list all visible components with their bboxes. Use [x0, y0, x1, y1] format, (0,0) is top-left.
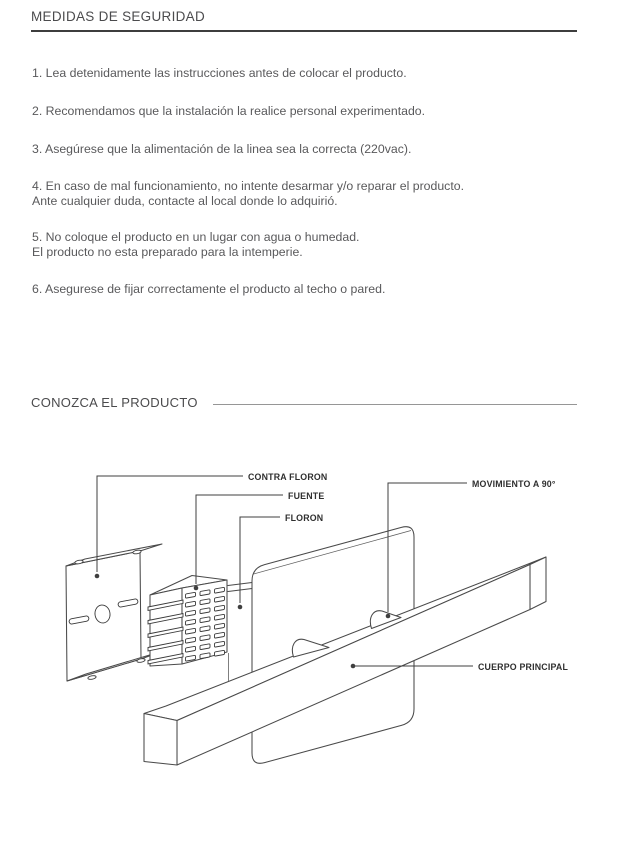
product-title-rule [213, 404, 577, 405]
safety-item-3 [32, 142, 577, 157]
safety-item-6-line-1: 6. Asegurese de fijar correctamente el producto al techo o pared. [32, 282, 386, 296]
safety-item-2 [32, 104, 577, 119]
label-cuerpo-principal: CUERPO PRINCIPAL [478, 662, 569, 672]
safety-item-2-line-1: 2. Recomendamos que la instalación la realice personal experimentado. [32, 104, 426, 118]
safety-item-6 [32, 282, 577, 297]
safety-item-4 [32, 179, 577, 209]
safety-section-title: MEDIDAS DE SEGURIDAD [31, 9, 206, 24]
safety-item-4-line-1: 4. En caso de mal funcionamiento, no intente desarmar y/o reparar el producto. [32, 179, 465, 193]
flange-screw-hole [88, 675, 97, 680]
safety-item-4-line-2: Ante cualquier duda, contacte al local donde lo adquirió. [32, 193, 338, 208]
safety-item-1 [32, 66, 577, 81]
power-supply [148, 576, 252, 685]
label-movimiento-90: MOVIMIENTO A 90° [472, 479, 556, 489]
safety-item-3-line-1: 3. Asegúrese que la alimentación de la linea sea la correcta (220vac). [32, 142, 412, 156]
safety-item-1-line-1: 1. Lea detenidamente las instrucciones antes de colocar el producto. [32, 66, 407, 80]
label-fuente: FUENTE [288, 491, 325, 501]
label-floron: FLORON [285, 513, 324, 523]
product-exploded-diagram [0, 440, 622, 858]
safety-title-rule [31, 30, 577, 32]
safety-item-5-line-2: El producto no esta preparado para la intemperie. [32, 244, 303, 259]
label-contra-floron: CONTRA FLORON [248, 472, 328, 482]
safety-item-5 [32, 230, 577, 260]
safety-item-5-line-1: 5. No coloque el producto en un lugar con agua o humedad. [32, 230, 360, 244]
product-section-title: CONOZCA EL PRODUCTO [31, 395, 198, 410]
